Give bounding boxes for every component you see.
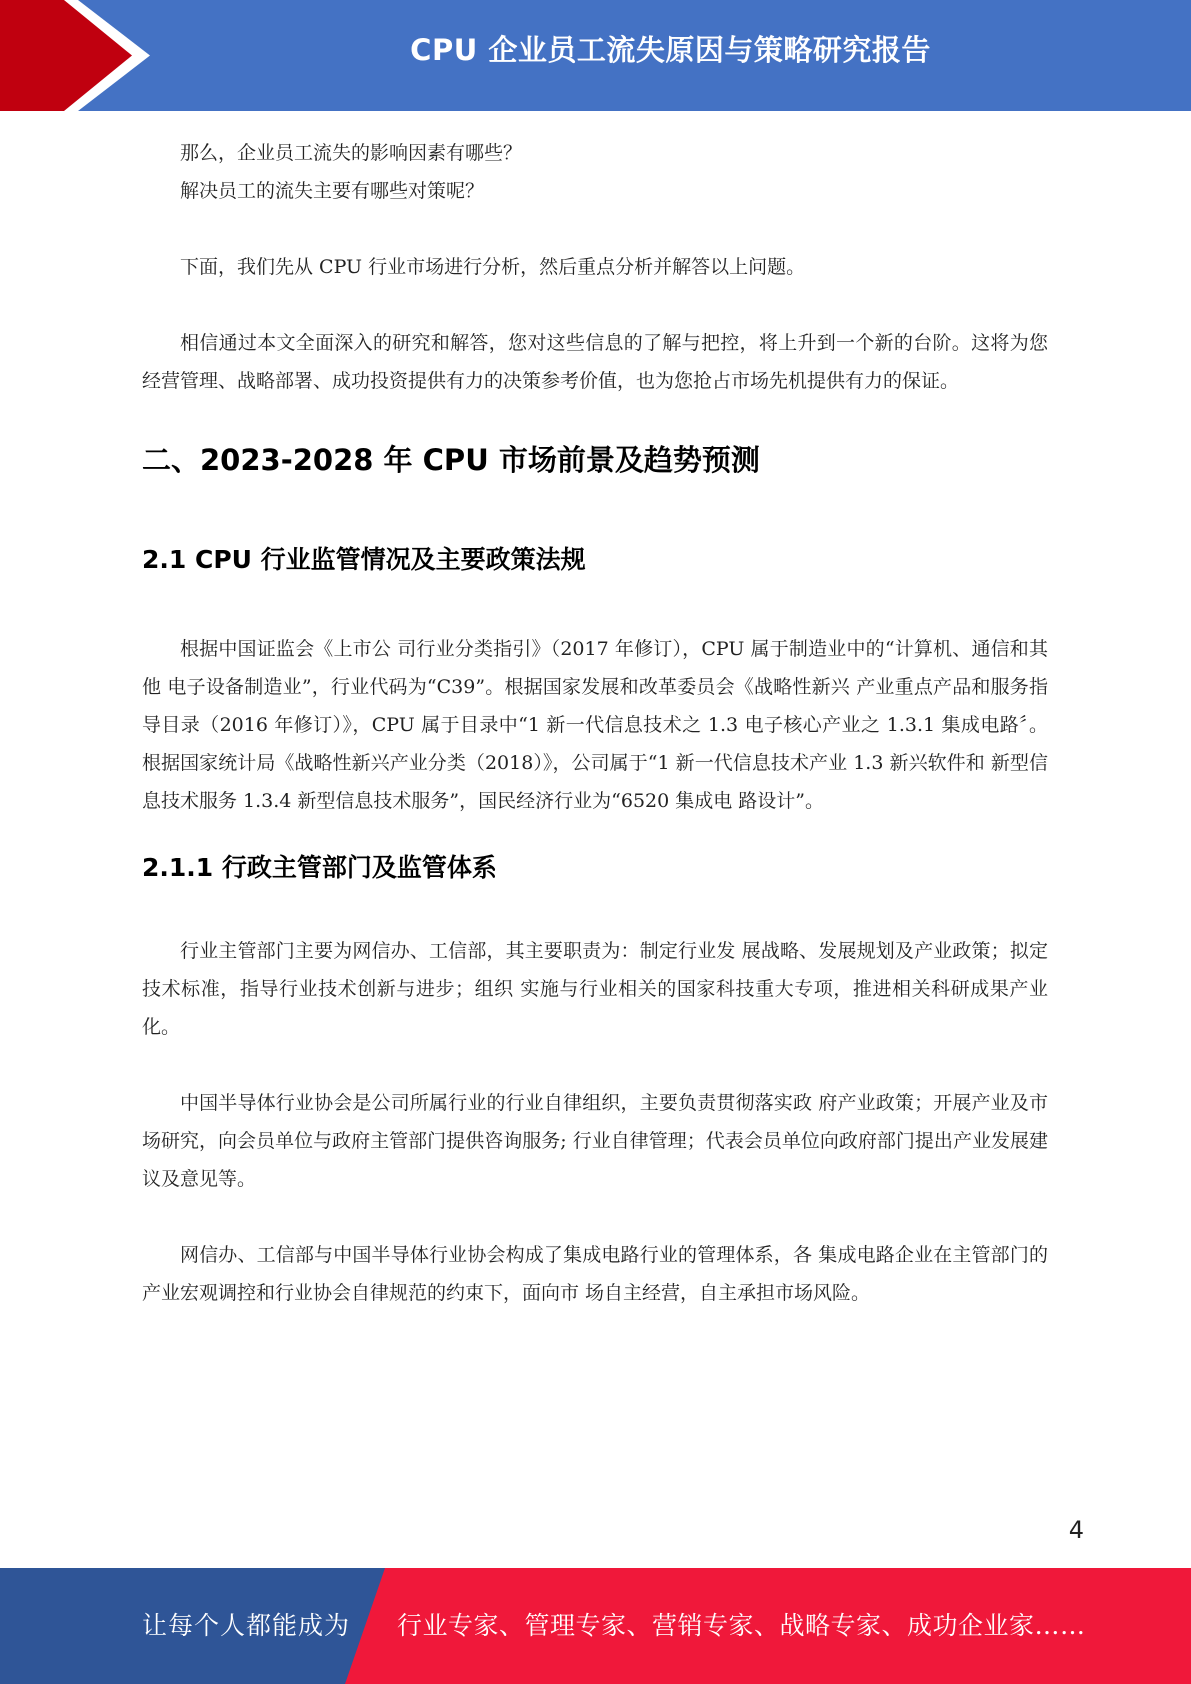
section-2-heading: 二、2023-2028 年 CPU 市场前景及趋势预测 [142,443,760,477]
footer-slogan-right: 行业专家、管理专家、营销专家、战略专家、成功企业家…… [397,1611,1086,1640]
section-2-1-1-paragraph-2: 中国半导体行业协会是公司所属行业的行业自律组织，主要负责贯彻落实政 府产业政策；开展产业及市场研究，向会员单位与政府主管部门提供咨询服务; 行业自律管理；代表会员单位向政府部门提出产业发展建议及意见等。 [142,1092,1048,1190]
page-footer [0,1568,1191,1684]
section-2-1-heading: 2.1 CPU 行业监管情况及主要政策法规 [142,545,586,574]
intro-paragraph-2: 相信通过本文全面深入的研究和解答，您对这些信息的了解与把控，将上升到一个新的台阶。这将为您经营管理、战略部署、成功投资提供有力的决策参考价值，也为您抢占市场先机提供有力的保证。 [142,332,1048,392]
section-2-1-1-paragraph-1: 行业主管部门主要为网信办、工信部，其主要职责为：制定行业发 展战略、发展规划及产业政策；拟定技术标准，指导行业技术创新与进步；组织 实施与行业相关的国家科技重大专项，推进相关科研成果产业化。 [142,940,1048,1038]
header-arrow-decoration [0,0,160,111]
intro-question-2: 解决员工的流失主要有哪些对策呢？ [180,180,485,202]
page-header [0,0,1191,111]
page-number: 4 [1068,1516,1084,1544]
intro-paragraph-1: 下面，我们先从 CPU 行业市场进行分析，然后重点分析并解答以上问题。 [180,256,806,278]
document-body [142,134,1048,1312]
document-title: CPU 企业员工流失原因与策略研究报告 [410,33,931,67]
section-2-1-1-heading: 2.1.1 行政主管部门及监管体系 [142,853,497,882]
footer-slogan-left: 让每个人都能成为 [142,1611,351,1640]
section-2-1-paragraph: 根据中国证监会《上市公 司行业分类指引》（2017 年修订），CPU 属于制造业中的“计算机、通信和其他 电子设备制造业”，行业代码为“C39”。根据国家发展和改革委员会《战略性新兴 产业重点产品和服务指导目录（2016 年修订）》，CPU 属于目录中“1 新一代信息技术之 1.3 电子核心产业之 1.3.1 集成电路〞。根据国家统计局《战略性新兴产业分类（2018）》，公司属于“1 新一代信息技术产业 1.3 新兴软件和 新型信息技术服务 1.3.4 新型信息技术服务”，国民经济行业为“6520 集成电 路设计”。 [142,638,1048,812]
intro-question-1: 那么，企业员工流失的影响因素有哪些？ [180,142,523,164]
section-2-1-1-paragraph-3: 网信办、工信部与中国半导体行业协会构成了集成电路行业的管理体系，各 集成电路企业在主管部门的产业宏观调控和行业协会自律规范的约束下，面向市 场自主经营，自主承担市场风险。 [142,1244,1048,1304]
